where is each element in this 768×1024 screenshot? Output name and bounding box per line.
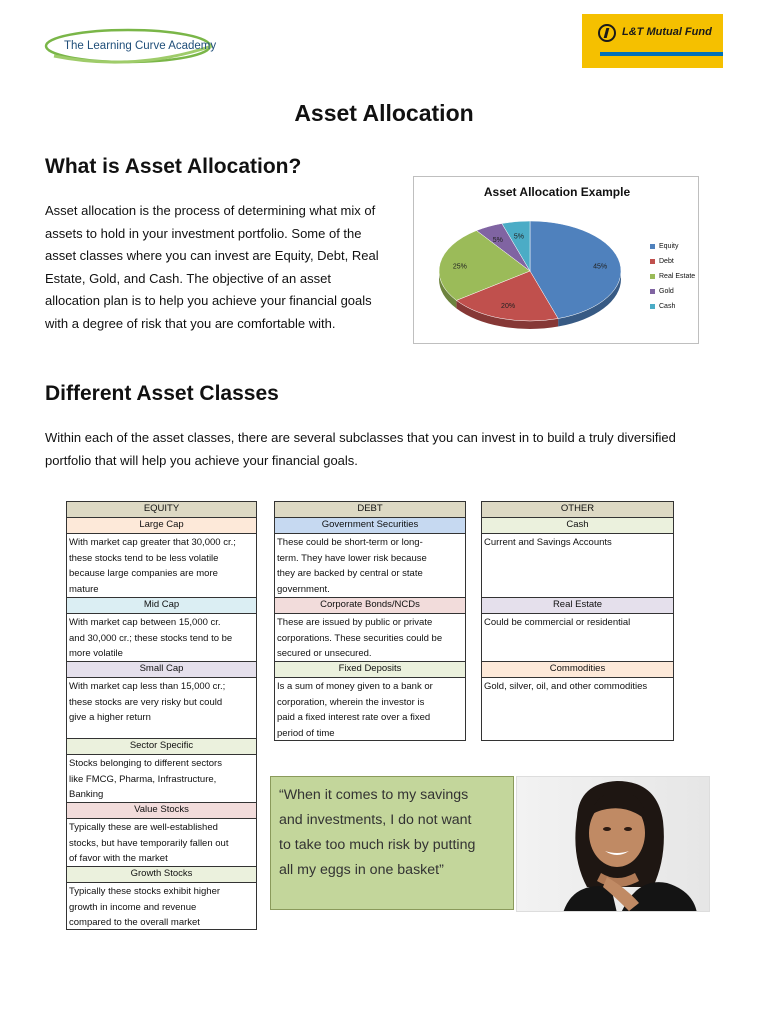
description-line: corporations. These securities could be [277,632,443,644]
table-header: OTHER [482,501,673,517]
text-line: portfolio that will help you achieve your financial goals. [45,452,358,468]
description-line: growth in income and revenue [69,901,197,913]
legend-label: Gold [659,288,674,295]
legend-swatch [650,304,655,309]
pie-data-label: 45% [593,263,608,271]
description-line: Typically these are well-established [69,822,218,833]
description-line: Typically these stocks exhibit higher [69,886,221,897]
subclass-header: Fixed Deposits [275,661,465,677]
text-line: with a degree of risk that you are comfortable with. [45,315,336,331]
equity-table [66,501,257,741]
description-line: they are backed by central or state [277,568,423,579]
legend-label: Cash [659,303,676,310]
legend-item [650,239,695,254]
subclass-description [67,754,256,802]
description-line: of favor with the market [69,853,168,864]
legend-item [650,299,695,314]
subclass-header: Commodities [482,661,673,677]
description-line: These are issued by public or private [277,617,433,628]
table-header: DEBT [275,501,465,517]
subclass-description [67,882,256,930]
description-line: give a higher return [69,712,151,723]
text-line: assets to hold in your investment portfolio. Some of the [45,225,362,241]
description-line: Stocks belonging to different sectors [69,758,222,769]
legend-swatch [650,274,655,279]
legend-swatch [650,259,655,264]
legend-item [650,284,695,299]
quote-box [270,776,514,910]
description-line: With market cap greater that 30,000 cr.; [69,537,236,548]
description-line: more volatile [69,648,123,659]
legend-label: Equity [659,243,679,250]
lt-emblem-icon [598,24,616,42]
section-heading: What is Asset Allocation? [45,155,302,178]
description-line: term. They have lower risk because [277,552,427,564]
legend-item [650,254,695,269]
subclass-description [275,613,465,661]
subclass-description [67,677,256,741]
description-line: Gold, silver, oil, and other commodities [484,681,648,692]
text-line: Estate, Gold, and Cash. The objective of an asset [45,270,331,286]
subclass-description [482,613,673,661]
quote-line: and investments, I do not want [279,812,472,828]
legend-item [650,269,695,284]
lt-mutual-fund-logo [582,14,723,68]
pie-chart [413,176,699,344]
description-line: like FMCG, Pharma, Infrastructure, [69,773,217,785]
intro-paragraph [45,200,405,335]
quote-line: “When it comes to my savings [279,787,469,803]
legend-label: Real Estate [659,273,696,280]
subclass-header: Large Cap [67,517,256,533]
description-line: Could be commercial or residential [484,617,631,628]
logo-text: The Learning Curve Academy [64,40,217,52]
pie-data-label: 5% [513,233,524,241]
equity-more-table [66,738,257,930]
subclass-header: Real Estate [482,597,673,613]
description-line: Current and Savings Accounts [484,537,612,548]
subclass-description [275,677,465,741]
chart-title: Asset Allocation Example [483,185,631,199]
chart-legend [650,239,695,314]
description-line: mature [69,583,99,595]
pie-data-label: 5% [492,236,503,244]
logo-text: L&T Mutual Fund [622,26,712,38]
legend-swatch [650,244,655,249]
subclass-header: Small Cap [67,661,256,677]
description-line: government. [277,583,330,595]
description-line: these stocks tend to be less volatile [69,552,219,564]
subclass-description [67,818,256,866]
logo-stripe [600,52,723,56]
description-line: because large companies are more [69,568,218,579]
subclass-header: Mid Cap [67,597,256,613]
quote-text [279,783,511,883]
description-line: paid a fixed interest rate over a fixed [277,712,431,723]
description-line: compared to the overall market [69,917,200,928]
text-line: Asset allocation is the process of determining what mix of [45,203,376,218]
description-line: These could be short-term or long- [277,537,423,548]
debt-table [274,501,466,741]
description-line: Banking [69,789,104,800]
text-line: asset classes where you can invest are Equity, Debt, Real [45,248,379,263]
text-line: allocation plan is to help you achieve your financial goals [45,293,372,308]
quote-line: to take too much risk by putting [279,837,476,853]
subclass-description [482,533,673,597]
subclass-description [67,613,256,661]
subclass-header: Cash [482,517,673,533]
description-line: these stocks are very risky but could [69,696,223,708]
woman-photo [516,776,710,912]
description-line: With market cap between 15,000 cr. [69,617,221,628]
subclass-header: Corporate Bonds/NCDs [275,597,465,613]
text-line: Within each of the asset classes, there are several subclasses that you can invest in to build a truly diversified [45,430,676,445]
subclass-description [482,677,673,741]
other-table [481,501,674,741]
description-line: With market cap less than 15,000 cr.; [69,681,226,692]
description-line: secured or unsecured. [277,648,372,659]
description-line: Is a sum of money given to a bank or [277,681,433,692]
description-line: corporation, wherein the investor is [277,696,425,708]
legend-swatch [650,289,655,294]
learning-curve-academy-logo [44,26,217,68]
quote-line: all my eggs in one basket” [279,862,444,878]
pie-data-label: 20% [501,303,516,311]
subclass-header: Value Stocks [67,802,256,818]
legend-label: Debt [659,258,674,265]
subclass-header: Government Securities [275,517,465,533]
description-line: and 30,000 cr.; these stocks tend to be [69,632,233,644]
subclass-header: Growth Stocks [67,866,256,882]
subclass-description [275,533,465,597]
table-header: EQUITY [67,501,256,517]
classes-paragraph [45,427,735,472]
description-line: stocks, but have temporarily fallen out [69,837,229,849]
subclass-description [67,533,256,597]
section-heading: Different Asset Classes [45,382,279,405]
subclass-header: Sector Specific [67,738,256,754]
pie-data-label: 25% [452,263,467,271]
description-line: period of time [277,727,335,739]
page-title: Asset Allocation [294,100,474,126]
